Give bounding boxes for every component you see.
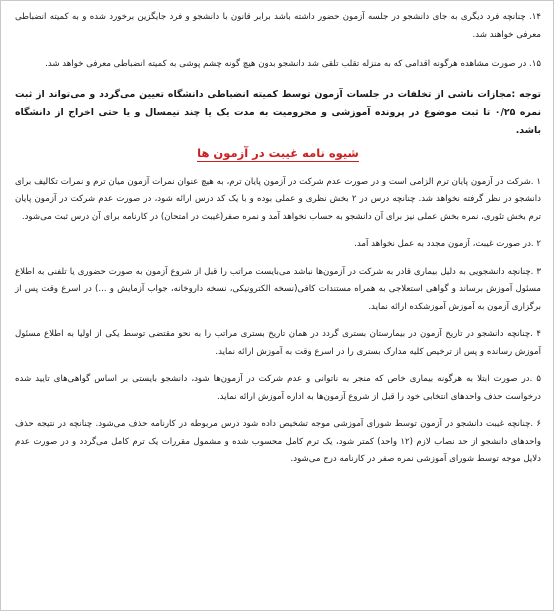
rule-number: ۱۴ <box>531 12 541 22</box>
absence-item-6: ۶ .چنانچه غیبت دانشجو در آزمون توسط شورای آموزشی موجه تشخیص داده شود درس مربوطه در کارنامه حذف می‌شود. چنانچه در نتیجه حذف واحدهای دانشجو از حد نصاب لازم (۱۲ واحد) کمتر شود، یک ترم کامل محسوب شده و مشمول مقررات یک ترم کامل می‌گردد و در صورت عدم دلایل موجه توسط شورای آموزشی نمره صفر در کارنامه درج می‌شود. <box>15 419 541 464</box>
penalty-note: توجه :مجازات ناشی از تخلفات در جلسات آزمون توسط کمیته انضباطی دانشگاه تعیین می‌گردد و می‌تواند از ثبت نمره ۰/۲۵ تا ثبت موضوع در پرونده آموزشی و محرومیت به مدت یک یا چند نیمسال و یا حتی اخراج از دانشگاه باشد. <box>15 88 542 136</box>
section-heading <box>15 144 541 162</box>
absence-item-1: ۱ .شرکت در آزمون پایان ترم الزامی است و در صورت عدم شرکت در آزمون پایان ترم، به هیچ عنوان نمرات آزمون میان ترم و نمرات تکالیف برای دانشجو در نظر گرفته نخواهد شد. چنانچه درس در ۲ بخش نظری و عملی بوده و با یک کد درس ارائه شود، در صورت عدم شرکت در آزمون پایان ترم بخش تئوری، نمره بخش عملی نیز برای آن دانشجو به حساب نخواهد آمد و نمره صفر(غیبت در امتحان) در کارنامه برای آن درس ثبت می‌شود. <box>15 176 542 222</box>
rule-text: . در صورت مشاهده هرگونه اقدامی که به منزله تقلب تلقی شد دانشجو بدون هیچ گونه چشم پوشی به کمیته انضباطی معرفی خواهد شد. <box>45 59 532 69</box>
rule-number: ۱۵ <box>531 59 541 69</box>
rule-item-14 <box>15 9 541 44</box>
absence-item-2: ۲ .در صورت غیبت، آزمون مجدد به عمل نخواهد آمد. <box>354 239 541 249</box>
rule-text: . چنانچه فرد دیگری به جای دانشجو در جلسه آزمون حضور داشته باشد برابر قانون با دانشجو و فرد جایگزین برخورد شده و به کمیته انضباطی معرفی خواهند شد. <box>15 12 541 40</box>
absence-item-3: ۳ .چنانچه دانشجویی به دلیل بیماری قادر به شرکت در آزمون‌ها نباشد می‌بایست مراتب را قبل از شروع آزمون به صورت حضوری یا تلفنی به اطلاع مسئول آموزش برساند و گواهی استعلاجی به همراه مستندات کافی(نسخه الکترونیکی، نسخه داروخانه، جواب آزمایش و ...) در اسرع وقت پس از برگزاری آزمون به آموزش آموزشکده ارائه نماید. <box>15 266 541 312</box>
rule-item-15 <box>15 56 541 74</box>
section-heading-text: شیوه نامه غیبت در آزمون ها <box>197 145 359 160</box>
absence-item-5: ۵ .در صورت ابتلا به هرگونه بیماری خاص که منجر به ناتوانی و عدم شرکت در آزمون‌ها شود، دانشجو بایستی بر اساس گواهی‌های تایید شده درخواست حذف واحدهای انتخابی خود را قبل از شروع آزمون‌ها به اداره آموزش ارائه نماید. <box>15 374 541 402</box>
absence-item-4: ۴ .چنانچه دانشجو در تاریخ آزمون در بیمارستان بستری گردد در همان تاریخ بستری مراتب را به نحو مقتضی توسط یکی از اولیا به اطلاع مسئول آموزش رسانده و پس از ترخیص کلیه مدارک بستری را در اسرع وقت به آموزش ارائه نماید. <box>15 329 541 357</box>
